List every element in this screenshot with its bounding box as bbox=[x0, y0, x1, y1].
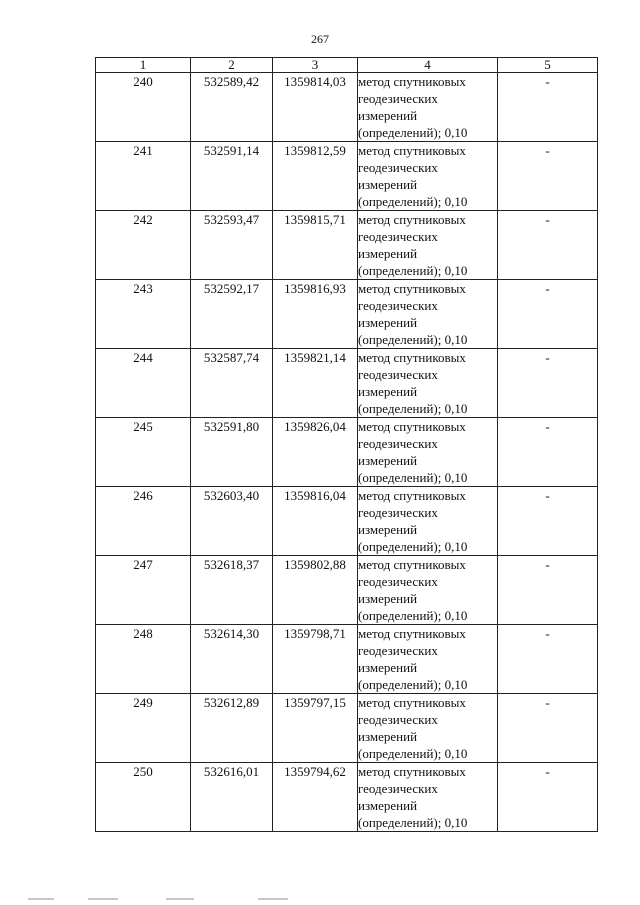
method-text-line: метод спутниковых bbox=[358, 695, 466, 710]
coordinate-y-cell: 1359815,71 bbox=[273, 211, 358, 280]
point-number-cell: 243 bbox=[96, 280, 191, 349]
method-cell bbox=[358, 625, 498, 694]
table-row bbox=[96, 349, 598, 418]
method-text-line: измерений bbox=[358, 591, 418, 606]
coordinate-x-cell: 532593,47 bbox=[191, 211, 273, 280]
method-text-line: измерений bbox=[358, 522, 418, 537]
coordinate-y-cell: 1359821,14 bbox=[273, 349, 358, 418]
coordinate-y-cell: 1359798,71 bbox=[273, 625, 358, 694]
column-header-5: 5 bbox=[498, 58, 598, 73]
method-text-line: измерений bbox=[358, 729, 418, 744]
method-text-line: геодезических bbox=[358, 574, 438, 589]
coordinate-y-cell: 1359802,88 bbox=[273, 556, 358, 625]
coordinate-y-cell: 1359797,15 bbox=[273, 694, 358, 763]
table-row bbox=[96, 418, 598, 487]
method-text-line: геодезических bbox=[358, 436, 438, 451]
method-cell bbox=[358, 280, 498, 349]
method-text-line: метод спутниковых bbox=[358, 74, 466, 89]
method-text-line: метод спутниковых bbox=[358, 557, 466, 572]
method-cell bbox=[358, 763, 498, 832]
method-text-line: геодезических bbox=[358, 160, 438, 175]
point-number-cell: 241 bbox=[96, 142, 191, 211]
column-header-4: 4 bbox=[358, 58, 498, 73]
method-text-line: метод спутниковых bbox=[358, 281, 466, 296]
method-text-line: метод спутниковых bbox=[358, 626, 466, 641]
note-cell: - bbox=[498, 418, 598, 487]
table-row bbox=[96, 556, 598, 625]
method-text-line: (определений); 0,10 bbox=[358, 677, 468, 692]
point-number-cell: 246 bbox=[96, 487, 191, 556]
point-number-cell: 240 bbox=[96, 73, 191, 142]
page-number: 267 bbox=[311, 32, 329, 46]
column-header-1: 1 bbox=[96, 58, 191, 73]
note-cell: - bbox=[498, 142, 598, 211]
method-cell bbox=[358, 211, 498, 280]
table-row bbox=[96, 142, 598, 211]
coordinate-x-cell: 532591,80 bbox=[191, 418, 273, 487]
method-text-line: измерений bbox=[358, 246, 418, 261]
note-cell: - bbox=[498, 763, 598, 832]
method-cell bbox=[358, 73, 498, 142]
method-text-line: измерений bbox=[358, 453, 418, 468]
method-cell bbox=[358, 556, 498, 625]
note-cell: - bbox=[498, 73, 598, 142]
method-text-line: (определений); 0,10 bbox=[358, 746, 468, 761]
coordinate-y-cell: 1359812,59 bbox=[273, 142, 358, 211]
table-row bbox=[96, 73, 598, 142]
table-row bbox=[96, 763, 598, 832]
coordinate-y-cell: 1359816,93 bbox=[273, 280, 358, 349]
note-cell: - bbox=[498, 211, 598, 280]
method-text-line: геодезических bbox=[358, 229, 438, 244]
method-text-line: (определений); 0,10 bbox=[358, 539, 468, 554]
method-text-line: (определений); 0,10 bbox=[358, 125, 468, 140]
coordinate-x-cell: 532589,42 bbox=[191, 73, 273, 142]
note-cell: - bbox=[498, 694, 598, 763]
point-number-cell: 245 bbox=[96, 418, 191, 487]
method-text-line: (определений); 0,10 bbox=[358, 608, 468, 623]
method-text-line: геодезических bbox=[358, 298, 438, 313]
note-cell: - bbox=[498, 487, 598, 556]
method-text-line: геодезических bbox=[358, 781, 438, 796]
method-text-line: геодезических bbox=[358, 367, 438, 382]
method-text-line: измерений bbox=[358, 315, 418, 330]
method-text-line: измерений bbox=[358, 177, 418, 192]
method-text-line: (определений); 0,10 bbox=[358, 263, 468, 278]
method-text-line: метод спутниковых bbox=[358, 350, 466, 365]
table-row bbox=[96, 625, 598, 694]
table-row bbox=[96, 487, 598, 556]
method-text-line: измерений bbox=[358, 660, 418, 675]
coordinate-y-cell: 1359826,04 bbox=[273, 418, 358, 487]
point-number-cell: 242 bbox=[96, 211, 191, 280]
method-text-line: измерений bbox=[358, 108, 418, 123]
method-text-line: геодезических bbox=[358, 91, 438, 106]
coordinate-y-cell: 1359816,04 bbox=[273, 487, 358, 556]
method-cell bbox=[358, 418, 498, 487]
method-text-line: (определений); 0,10 bbox=[358, 470, 468, 485]
method-text-line: измерений bbox=[358, 384, 418, 399]
coordinates-table bbox=[95, 57, 598, 832]
point-number-cell: 248 bbox=[96, 625, 191, 694]
coordinate-x-cell: 532587,74 bbox=[191, 349, 273, 418]
coordinate-x-cell: 532614,30 bbox=[191, 625, 273, 694]
coordinate-x-cell: 532616,01 bbox=[191, 763, 273, 832]
method-text-line: (определений); 0,10 bbox=[358, 194, 468, 209]
point-number-cell: 247 bbox=[96, 556, 191, 625]
method-text-line: (определений); 0,10 bbox=[358, 815, 468, 830]
table-body bbox=[96, 73, 598, 832]
note-cell: - bbox=[498, 349, 598, 418]
coordinate-y-cell: 1359794,62 bbox=[273, 763, 358, 832]
method-text-line: метод спутниковых bbox=[358, 212, 466, 227]
coordinate-x-cell: 532592,17 bbox=[191, 280, 273, 349]
method-text-line: геодезических bbox=[358, 505, 438, 520]
scan-artifacts bbox=[0, 898, 640, 902]
method-cell bbox=[358, 349, 498, 418]
column-header-3: 3 bbox=[273, 58, 358, 73]
method-cell bbox=[358, 487, 498, 556]
coordinate-x-cell: 532612,89 bbox=[191, 694, 273, 763]
method-text-line: (определений); 0,10 bbox=[358, 401, 468, 416]
table-header-row bbox=[96, 58, 598, 73]
method-text-line: геодезических bbox=[358, 643, 438, 658]
method-text-line: (определений); 0,10 bbox=[358, 332, 468, 347]
method-text-line: метод спутниковых bbox=[358, 419, 466, 434]
table-row bbox=[96, 694, 598, 763]
method-text-line: метод спутниковых bbox=[358, 488, 466, 503]
column-header-2: 2 bbox=[191, 58, 273, 73]
method-cell bbox=[358, 694, 498, 763]
table-row bbox=[96, 211, 598, 280]
note-cell: - bbox=[498, 280, 598, 349]
method-text-line: метод спутниковых bbox=[358, 764, 466, 779]
point-number-cell: 250 bbox=[96, 763, 191, 832]
point-number-cell: 249 bbox=[96, 694, 191, 763]
point-number-cell: 244 bbox=[96, 349, 191, 418]
coordinate-x-cell: 532591,14 bbox=[191, 142, 273, 211]
method-text-line: геодезических bbox=[358, 712, 438, 727]
method-cell bbox=[358, 142, 498, 211]
coordinate-x-cell: 532603,40 bbox=[191, 487, 273, 556]
note-cell: - bbox=[498, 625, 598, 694]
method-text-line: метод спутниковых bbox=[358, 143, 466, 158]
table-row bbox=[96, 280, 598, 349]
coordinate-y-cell: 1359814,03 bbox=[273, 73, 358, 142]
coordinate-x-cell: 532618,37 bbox=[191, 556, 273, 625]
note-cell: - bbox=[498, 556, 598, 625]
method-text-line: измерений bbox=[358, 798, 418, 813]
